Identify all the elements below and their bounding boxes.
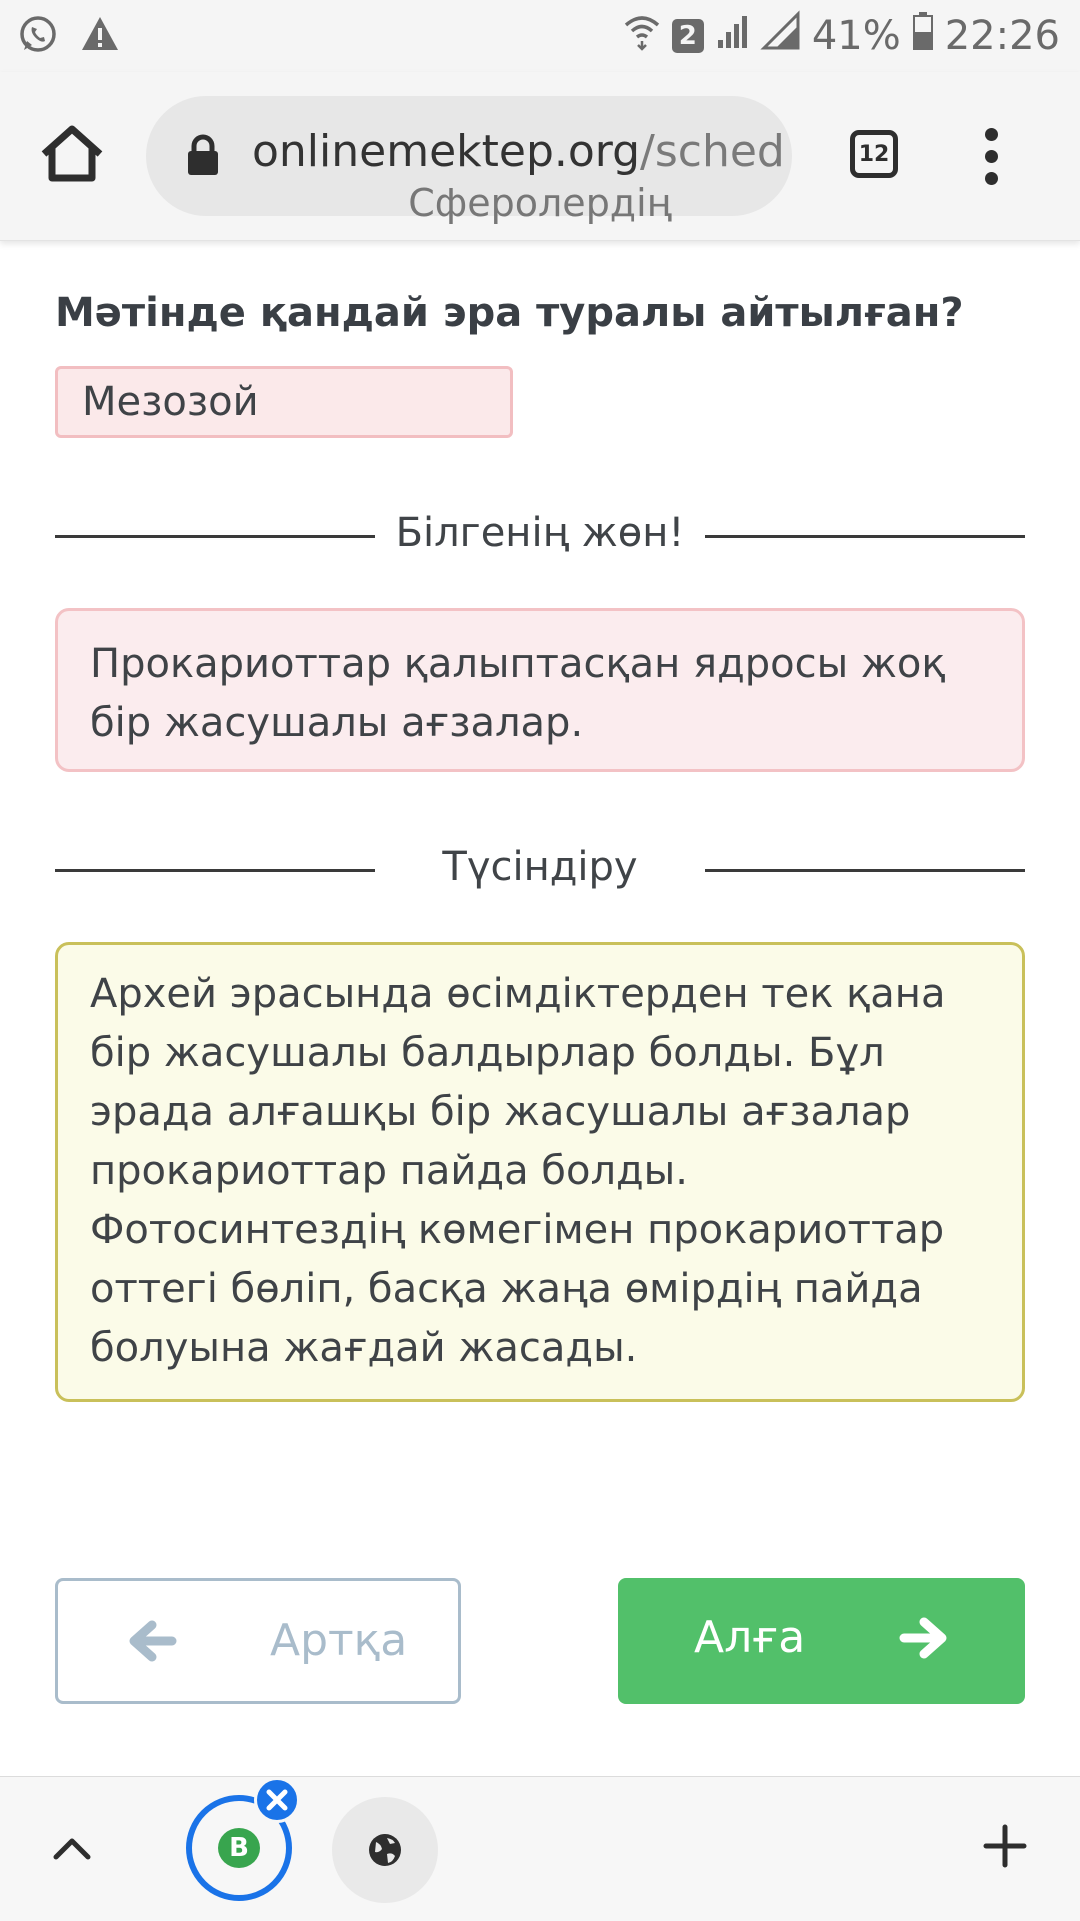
question-title: Мәтінде қандай эра туралы айтылған? bbox=[55, 290, 964, 336]
warning-icon bbox=[80, 14, 120, 58]
signal-icon bbox=[716, 12, 750, 60]
explanation-text: Архей эрасында өсімдіктерден тек қана бір жасушалы балдырлар болды. Бұл эрада алғашқы бір жасушалы ағзалар прокариоттар пайда болды. Фотосинтездің көмегімен прокариоттар оттегі бөліп, басқа жаңа өмірдің пайда болуына жағдай жасады. bbox=[90, 971, 946, 1371]
arrow-right-icon bbox=[902, 1616, 948, 1664]
feedback-text: Прокариоттар қалыптасқан ядросы жоқ бір жасушалы ағзалар. bbox=[90, 641, 946, 746]
browser-bottom-bar bbox=[0, 1776, 1080, 1921]
tab-switcher-button[interactable]: 12 bbox=[850, 130, 898, 178]
url-path: /sched bbox=[640, 126, 785, 177]
close-tab-icon[interactable] bbox=[254, 1777, 300, 1823]
overflow-menu-icon[interactable] bbox=[985, 128, 998, 194]
feedback-divider bbox=[55, 506, 1025, 566]
site-favicon: B bbox=[218, 1828, 260, 1868]
explanation-card bbox=[55, 942, 1025, 1402]
back-button-label: Артқа bbox=[270, 1615, 408, 1666]
explanation-divider bbox=[55, 840, 1025, 900]
clock: 22:26 bbox=[944, 13, 1060, 59]
arrow-left-icon bbox=[128, 1619, 174, 1667]
battery-icon bbox=[913, 12, 933, 60]
answer-box: Мезозой bbox=[55, 366, 513, 438]
divider-line bbox=[705, 869, 1025, 872]
explanation-divider-label: Түсіндіру bbox=[442, 844, 638, 890]
home-icon[interactable] bbox=[38, 124, 106, 188]
new-tab-icon[interactable] bbox=[982, 1823, 1028, 1873]
feedback-divider-label: Білгенің жөн! bbox=[395, 510, 685, 556]
chevron-up-icon[interactable] bbox=[50, 1827, 94, 1871]
back-button[interactable] bbox=[55, 1578, 461, 1704]
status-bar bbox=[0, 0, 1080, 72]
lock-icon bbox=[186, 134, 220, 180]
next-button[interactable] bbox=[618, 1578, 1025, 1704]
globe-icon bbox=[367, 1832, 403, 1872]
url-text[interactable] bbox=[252, 126, 785, 177]
sim-badge: 2 bbox=[672, 19, 704, 53]
next-button-label: Алға bbox=[694, 1612, 806, 1663]
signal-icon-2 bbox=[762, 12, 800, 60]
tab-button[interactable] bbox=[332, 1797, 438, 1903]
url-domain: onlinemektep.org bbox=[252, 126, 641, 177]
battery-percent: 41% bbox=[811, 13, 901, 59]
cut-off-text: Сферолердің bbox=[408, 181, 672, 225]
divider-line bbox=[705, 535, 1025, 538]
whatsapp-icon bbox=[18, 14, 58, 58]
feedback-card bbox=[55, 608, 1025, 772]
wifi-icon bbox=[624, 11, 660, 61]
